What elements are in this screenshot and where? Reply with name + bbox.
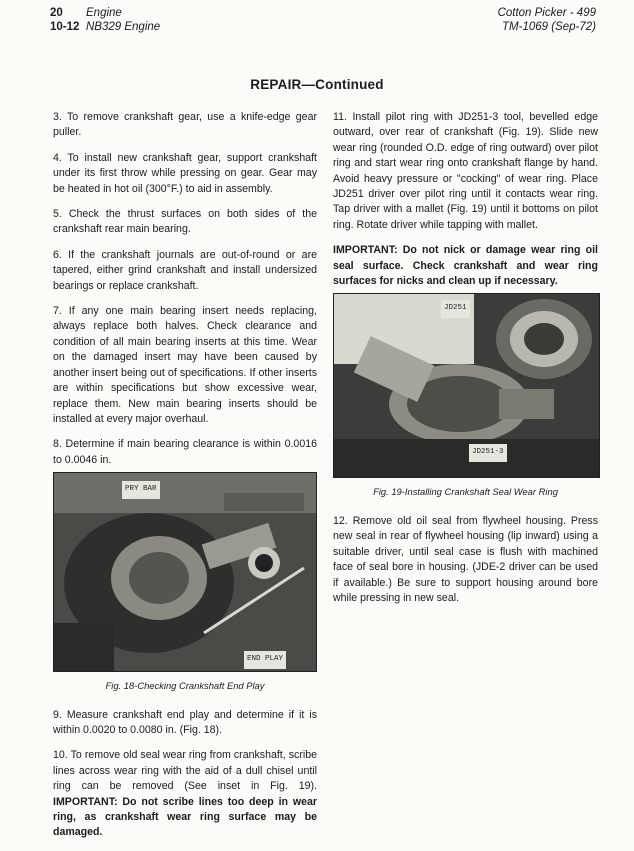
paragraph-4: 4. To install new crankshaft gear, support crankshaft under its first throw while pressing on gear. Gear may be heated in hot oil (300°F.) to aid in assembly. <box>53 151 317 195</box>
jd251-label: JD251 <box>441 300 470 317</box>
paragraph-11: 11. Install pilot ring with JD251-3 tool, bevelled edge outward, over rear of crankshaft (Fig. 19). Slide new wear ring (rounded O.D. edge of ring outward) over pilot ring and start wear ring onto crankshaft flange by hand. Avoid heavy pressure or "cocking" of wear ring. Place JD251 driver over pilot ring until it contacts wear ring. Tap driver with a mallet (Fig. 19) until it bottoms on pilot ring. Rotate driver while tapping with mallet. <box>333 111 598 231</box>
seal-wear-ring-illustration <box>334 294 599 477</box>
figure-18-caption: Fig. 18-Checking Crankshaft End Play <box>105 680 265 692</box>
paragraph-12: 12. Remove old oil seal from flywheel housing. Press new seal in rear of flywheel housing (lip inward) using a suitable driver, until seal case is flush with machined face of seal bore in housing. (JDE-2 driver can be used if available.) Be sure to support housing around bore while pressing in new seal. <box>333 514 598 604</box>
paragraph-9: 9. Measure crankshaft end play and determine if it is within 0.0020 to 0.0080 in. (Fig. 18). <box>53 708 317 736</box>
section-label: Engine <box>86 7 122 19</box>
important-note: IMPORTANT: Do not nick or damage wear ring oil seal surface. Check crankshaft and wear ring surfaces for nicks and clean up if necessary. <box>333 244 598 288</box>
right-column <box>333 110 598 616</box>
page-number: 20 <box>50 7 63 19</box>
product-label: Cotton Picker - 499 <box>497 7 596 19</box>
page-header-left <box>50 6 160 34</box>
jd251-3-label: JD251-3 <box>469 444 507 461</box>
page-header-right <box>498 6 596 34</box>
figure-19-photo <box>333 293 600 478</box>
end-play-label: END PLAY <box>244 651 286 668</box>
page-title: REPAIR—Continued <box>250 77 384 92</box>
paragraph-10: 10. To remove old seal wear ring from crankshaft, scribe lines across wear ring with the aid of a dull chisel until ring can be removed (See inset in Fig. 19). IMPORTANT: Do not scribe lines too deep in wear ring, as crankshaft wear ring surface may be damaged. <box>53 749 317 839</box>
left-column <box>53 110 317 851</box>
paragraph-10-important: IMPORTANT: Do not scribe lines too deep in wear ring, as crankshaft wear ring surface may be damaged. <box>53 795 317 839</box>
section-number: 10-12 <box>50 21 80 33</box>
paragraph-5: 5. Check the thrust surfaces on both sides of the crankshaft rear main bearing. <box>53 208 317 236</box>
paragraph-8: 8. Determine if main bearing clearance is within 0.0016 to 0.0046 in. <box>53 438 317 466</box>
subsection-label: NB329 Engine <box>86 21 161 33</box>
crankshaft-end-play-illustration <box>54 473 316 671</box>
pry-bar-label: PRY BAR <box>122 481 160 498</box>
paragraph-6: 6. If the crankshaft journals are out-of-round or are tapered, either grind crankshaft and install undersized bearings or replace crankshaft. <box>53 248 317 292</box>
figure-19-caption: Fig. 19-Installing Crankshaft Seal Wear Ring <box>373 486 558 498</box>
manual-label: TM-1069 (Sep-72) <box>502 21 596 33</box>
paragraph-3: 3. To remove crankshaft gear, use a knife-edge gear puller. <box>53 111 317 139</box>
figure-18-photo <box>53 472 317 672</box>
paragraph-7: 7. If any one main bearing insert needs replacing, always replace both halves. Check clearance and condition of all main bearing inserts at this time. Wear on the damaged insert may have been caused by another insert being out of specifications. If other inserts are within specifications but show excessive wear, replace them. New main bearing inserts should be installed at every major overhaul. <box>53 305 317 425</box>
